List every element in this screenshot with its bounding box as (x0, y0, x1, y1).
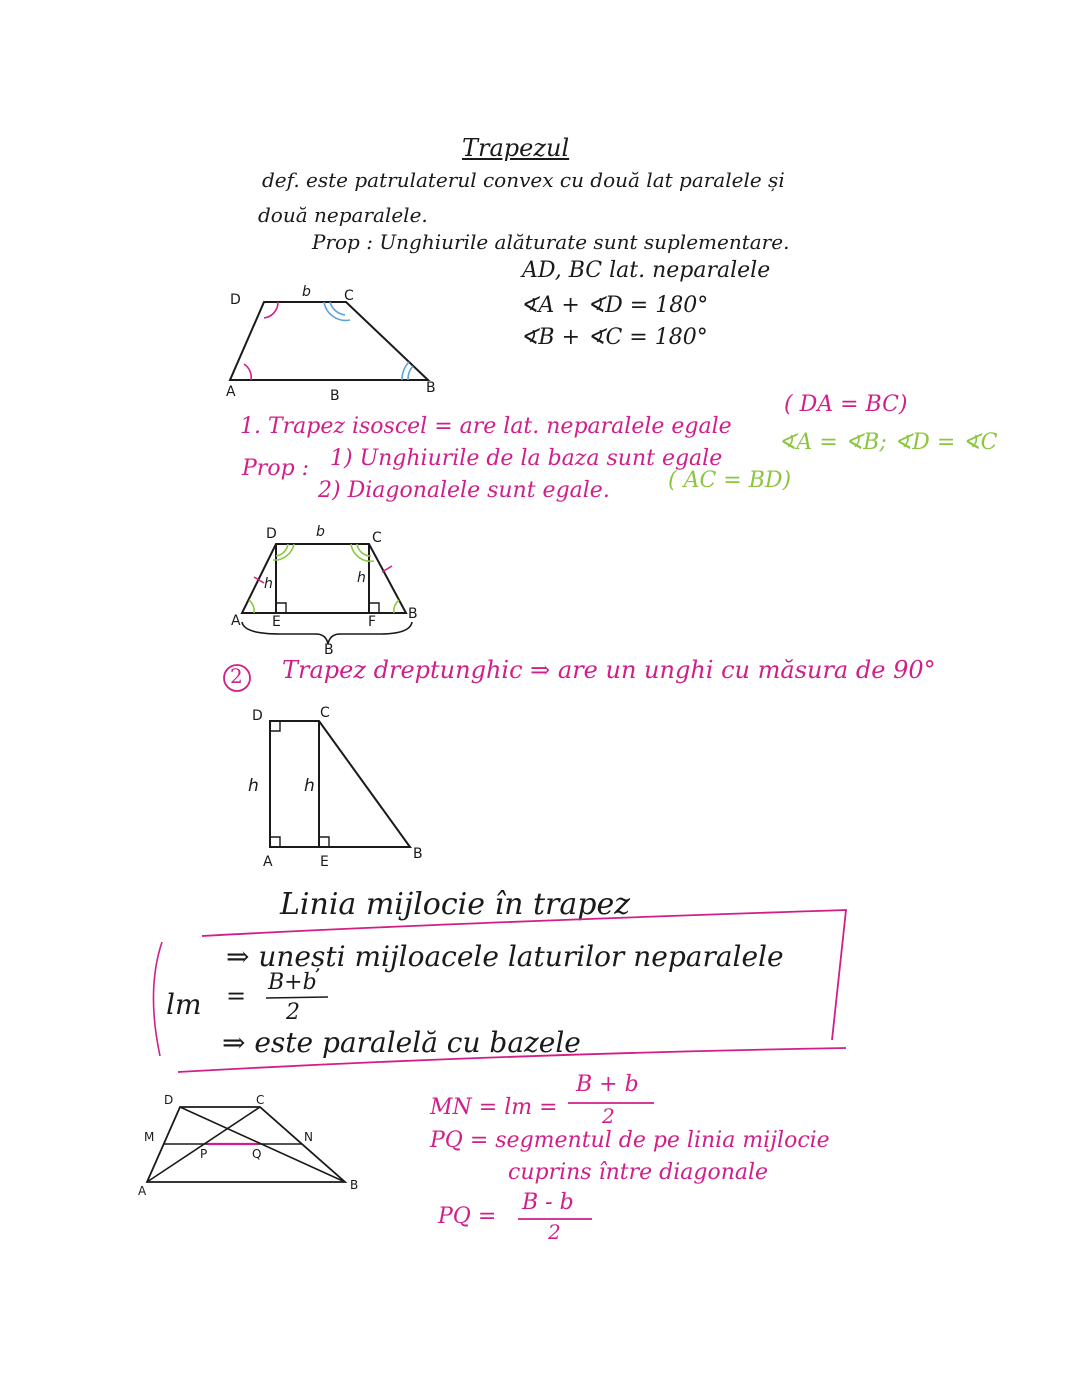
formula-mn-denominator: 2 (602, 1104, 615, 1128)
fig2-label-h1: h (264, 576, 273, 592)
definition-line-2: două neparalele. (258, 203, 428, 227)
isosceles-property-2: 2) Diagonalele sunt egale. (318, 478, 610, 503)
fig3-label-e: E (320, 854, 329, 870)
fig2-label-b-vertex: B (408, 606, 418, 622)
fig4-label-n: N (304, 1130, 313, 1144)
fig3-label-c: C (320, 705, 330, 721)
fig1-label-d: D (230, 292, 241, 308)
fig1-label-base: B (330, 388, 340, 404)
fig1-label-b-vertex: B (426, 380, 436, 396)
midline-fraction-den: 2 (286, 1000, 300, 1025)
fig4-label-c: C (256, 1093, 265, 1107)
fig1-label-a: A (226, 384, 236, 400)
fig2-label-base: B (324, 642, 334, 658)
condition-a-d: ∢A + ∢D = 180° (520, 293, 709, 318)
isosceles-heading-paren: ( DA = BC) (784, 392, 908, 417)
fig2-label-c: C (372, 530, 382, 546)
isosceles-property-2-formula: ( AC = BD) (668, 468, 792, 493)
fig3-label-b: B (413, 846, 423, 862)
fig2-label-f: F (368, 614, 377, 630)
formula-pq-definition-1: PQ = segmentul de pe linia mijlocie (430, 1128, 830, 1153)
midline-lm: lm (166, 988, 202, 1021)
fig2-label-d: D (266, 526, 277, 542)
formula-pq-numerator: B - b (522, 1190, 574, 1215)
right-trapezoid-heading: Trapez dreptunghic ⇒ are un unghi cu măsura de 90° (282, 656, 936, 684)
fig3-label-a: A (263, 854, 273, 870)
formula-mn-numerator: B + b (576, 1072, 639, 1097)
fig4-label-m: M (144, 1130, 155, 1144)
fig4-label-a: A (138, 1184, 147, 1198)
isosceles-heading: 1. Trapez isoscel = are lat. neparalele egale (240, 414, 732, 439)
midline-rule-2: ⇒ este paralelă cu bazele (222, 1026, 581, 1059)
formula-pq-denominator: 2 (548, 1220, 561, 1244)
formula-pq: PQ = (438, 1204, 497, 1229)
property-supplementary: Prop : Unghiurile alăturate sunt suplementare. (312, 230, 790, 254)
page-title: Trapezul (462, 134, 570, 162)
condition-nonparallel: AD, BC lat. neparalele (522, 258, 771, 283)
condition-b-c: ∢B + ∢C = 180° (520, 325, 708, 350)
fig1-label-b: b (302, 284, 311, 300)
fig2-label-a: A (231, 613, 241, 629)
fig4-label-p: P (200, 1147, 208, 1161)
fig3-label-h1: h (248, 776, 259, 796)
definition-line-1: def. este patrulaterul convex cu două lat paralele și (262, 168, 785, 192)
midline-title: Linia mijlocie în trapez (280, 887, 631, 922)
fig4-label-q: Q (252, 1147, 262, 1161)
midline-fraction-num: B+b (268, 970, 317, 995)
formula-pq-definition-2: cuprins între diagonale (508, 1160, 769, 1185)
isosceles-property-1: 1) Unghiurile de la baza sunt egale (330, 446, 723, 471)
fig2-label-b: b (316, 524, 325, 540)
fig3-label-h2: h (304, 776, 315, 796)
formula-mn: MN = lm = (430, 1095, 558, 1120)
fig4-label-b: B (350, 1178, 359, 1192)
isosceles-property-1-formula: ∢A = ∢B; ∢D = ∢C (778, 430, 998, 455)
number-2: 2 (230, 664, 243, 688)
fig2-label-e: E (272, 614, 281, 630)
fig3-label-d: D (252, 708, 263, 724)
isosceles-prop-label: Prop : (242, 456, 310, 481)
fig1-label-c: C (344, 288, 354, 304)
fig2-label-h2: h (357, 570, 366, 586)
fig4-label-d: D (164, 1093, 174, 1107)
midline-rule-1: ⇒ unești mijloacele laturilor neparalele (226, 940, 784, 973)
midline-equals: = (226, 982, 247, 1010)
